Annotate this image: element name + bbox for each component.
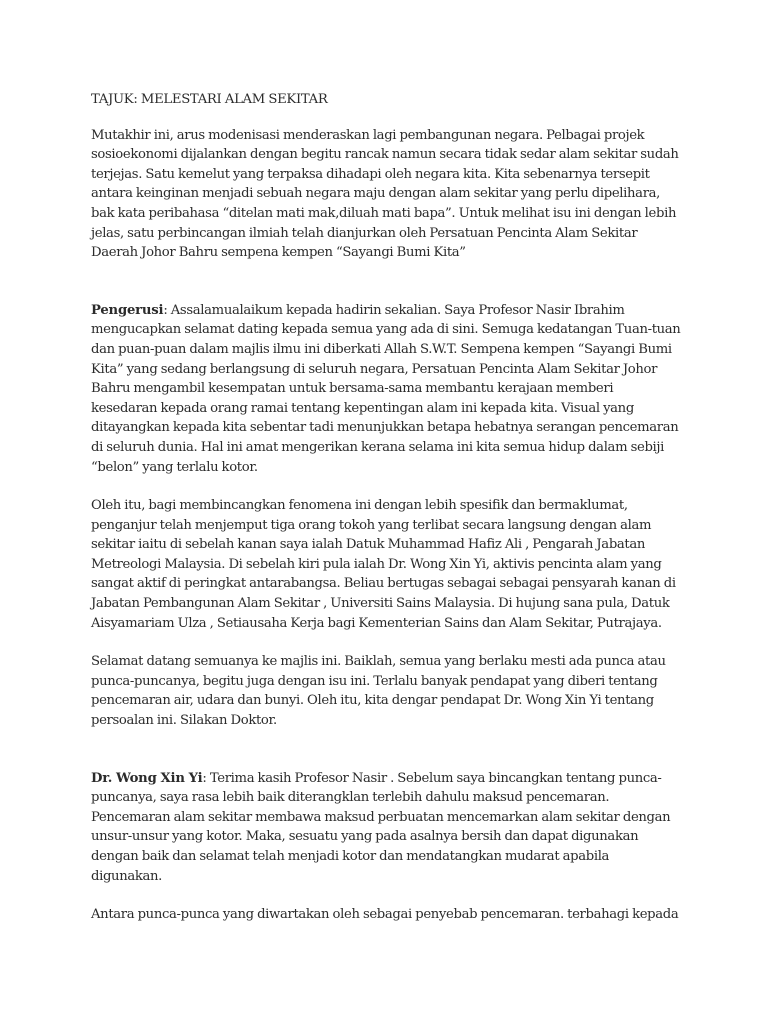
chair-paragraph-1 [91, 301, 681, 477]
document-title: TAJUK: MELESTARI ALAM SEKITAR [91, 92, 328, 107]
chair-paragraph-3: Selamat datang semuanya ke majlis ini. Baiklah, semua yang berlaku mesti ada punca atau punca-puncanya, begitu juga dengan isu ini. Terlalu banyak pendapat yang diberi tentang pencemaran air, udara dan bunyi. Oleh itu, kita dengar pendapat Dr. Wong Xin Yi tentang persoalan ini. Silakan Doktor. [91, 654, 666, 729]
doctor-paragraph-2: Antara punca-punca yang diwartakan oleh sebagai penyebab pencemaran. terbahagi kepada [91, 907, 679, 923]
speaker-colon: : [202, 770, 207, 786]
speaker-name-chair: Pengerusi [91, 302, 164, 318]
doctor-text-1: Terima kasih Profesor Nasir . Sebelum saya bincangkan tentang punca-puncanya, saya rasa lebih baik diterangklan terlebih dahulu maksud pencemaran. Pencemaran alam sekitar membawa maksud perbuatan mencemarkan alam sekitar dengan unsur-unsur yang kotor. Maka, sesuatu yang pada asalnya bersih dan dapat digunakan dengan baik dan selamat telah menjadi kotor dan mendatangkan mudarat apabila digunakan. [91, 770, 671, 884]
chair-text-1: Assalamualaikum kepada hadirin sekalian. Saya Profesor Nasir Ibrahim mengucapkan selamat dating kepada semua yang ada di sini. Semuga kedatangan Tuan-tuan dan puan-puan dalam majlis ilmu ini diberkati Allah S.W.T. Sempena kempen “Sayangi Bumi Kita” yang sedang berlangsung di seluruh negara, Persatuan Pencinta Alam Sekitar Johor Bahru mengambil kesempatan untuk bersama-sama membantu kerajaan memberi kesedaran kepada orang ramai tentang kepentingan alam ini kepada kita. Visual yang ditayangkan kepada kita sebentar tadi menunjukkan betapa hebatnya serangan pencemaran di seluruh dunia. Hal ini amat mengerikan kerana selama ini kita semua hidup dalam sebiji “belon” yang terlalu kotor. [91, 302, 681, 475]
intro-paragraph: Mutakhir ini, arus modenisasi menderaskan lagi pembangunan negara. Pelbagai projek sosioekonomi dijalankan dengan begitu rancak namun secara tidak sedar alam sekitar sudah terjejas. Satu kemelut yang terpaksa dihadapi oleh negara kita. Kita sebenarnya tersepit antara keinginan menjadi sebuah negara maju dengan alam sekitar yang perlu dipelihara, bak kata peribahasa “ditelan mati mak,diluah mati bapa”. Untuk melihat isu ini dengan lebih jelas, satu perbincangan ilmiah telah dianjurkan oleh Persatuan Pencinta Alam Sekitar Daerah Johor Bahru sempena kempen “Sayangi Bumi Kita” [91, 127, 679, 261]
document-page [91, 90, 681, 925]
chair-paragraph-2: Oleh itu, bagi membincangkan fenomena ini dengan lebih spesifik dan bermaklumat, penganjur telah menjemput tiga orang tokoh yang terlibat secara langsung dengan alam sekitar iaitu di sebelah kanan saya ialah Datuk Muhammad Hafiz Ali , Pengarah Jabatan Metreologi Malaysia. Di sebelah kiri pula ialah Dr. Wong Xin Yi, aktivis pencinta alam yang sangat aktif di peringkat antarabangsa. Beliau bertugas sebagai sebagai pensyarah kanan di Jabatan Pembangunan Alam Sekitar , Universiti Sains Malaysia. Di hujung sana pula, Datuk Aisyamariam Ulza , Setiausaha Kerja bagi Kementerian Sains dan Alam Sekitar, Putrajaya. [91, 498, 676, 631]
speaker-colon: : [163, 302, 168, 318]
doctor-paragraph-1 [91, 769, 681, 887]
speaker-name-doctor: Dr. Wong Xin Yi [91, 770, 203, 786]
